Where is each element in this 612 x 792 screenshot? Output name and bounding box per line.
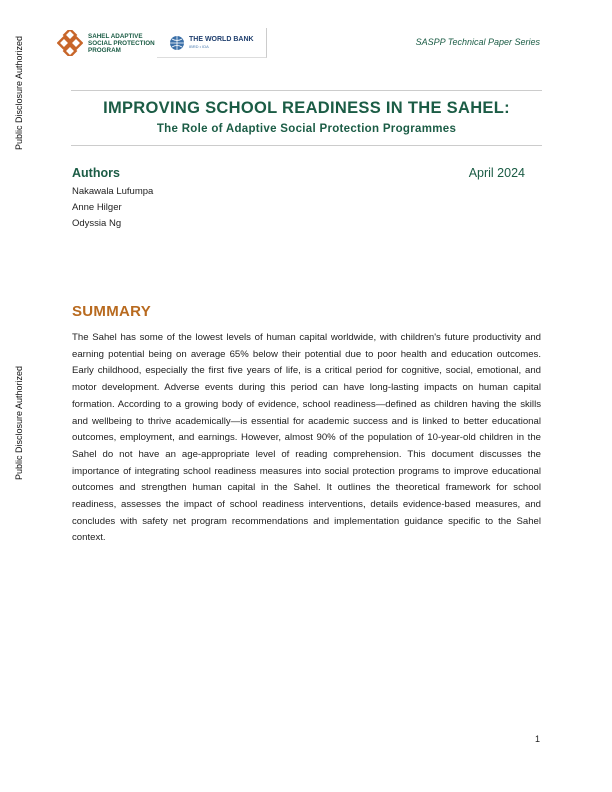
world-bank-logo: THE WORLD BANK IBRD • IDA: [157, 28, 267, 58]
series-label: SASPP Technical Paper Series: [415, 37, 540, 47]
disclosure-label: Public Disclosure Authorized: [14, 35, 24, 150]
page-number: 1: [534, 734, 540, 744]
summary-text: The Sahel has some of the lowest levels of human capital worldwide, with children's future productivity and earning potential being on average 65% below their potential due to poor health and education outcomes. Early childhood, especially the first five years of life, is a critical period for cognitive, social, emotional, and motor development. Adverse events during this period can have long-lasting impacts on human capital formation. According to a growing body of evidence, school readiness—defined as children having the skills and wellbeing to thrive academically—is essential for academic success and is linked to better educational outcomes, employment, and earnings. However, almost 90% of the population of 10-year-old children in the Sahel do not have an age-appropriate level of reading comprehension. This document discusses the importance of integrating school readiness measures into social protection programs to improve educational outcomes and strengthen human capital in the Sahel. It outlines the theoretical framework for school readiness, assesses the impact of school readiness interventions, details evidence-based measures, and concludes with safety net program recommendations and implementation guidance specific to the Sahel context.: [72, 332, 541, 544]
knot-icon: [57, 30, 83, 56]
saspp-logo: SAHEL ADAPTIVE SOCIAL PROTECTION PROGRAM: [57, 30, 156, 56]
page-subtitle: The Role of Adaptive Social Protection Programmes: [156, 123, 457, 135]
divider: [71, 90, 542, 91]
page-title: IMPROVING SCHOOL READINESS IN THE SAHEL:: [103, 99, 510, 117]
summary-heading: SUMMARY: [72, 303, 152, 320]
author-name: Odyssia Ng: [72, 218, 122, 229]
publication-date: April 2024: [468, 166, 525, 180]
disclosure-label: Public Disclosure Authorized: [14, 365, 24, 480]
divider: [71, 145, 542, 146]
globe-icon: [169, 35, 185, 51]
author-name: Anne Hilger: [72, 202, 122, 213]
authors-heading: Authors: [72, 166, 120, 180]
author-name: Nakawala Lufumpa: [72, 186, 154, 197]
